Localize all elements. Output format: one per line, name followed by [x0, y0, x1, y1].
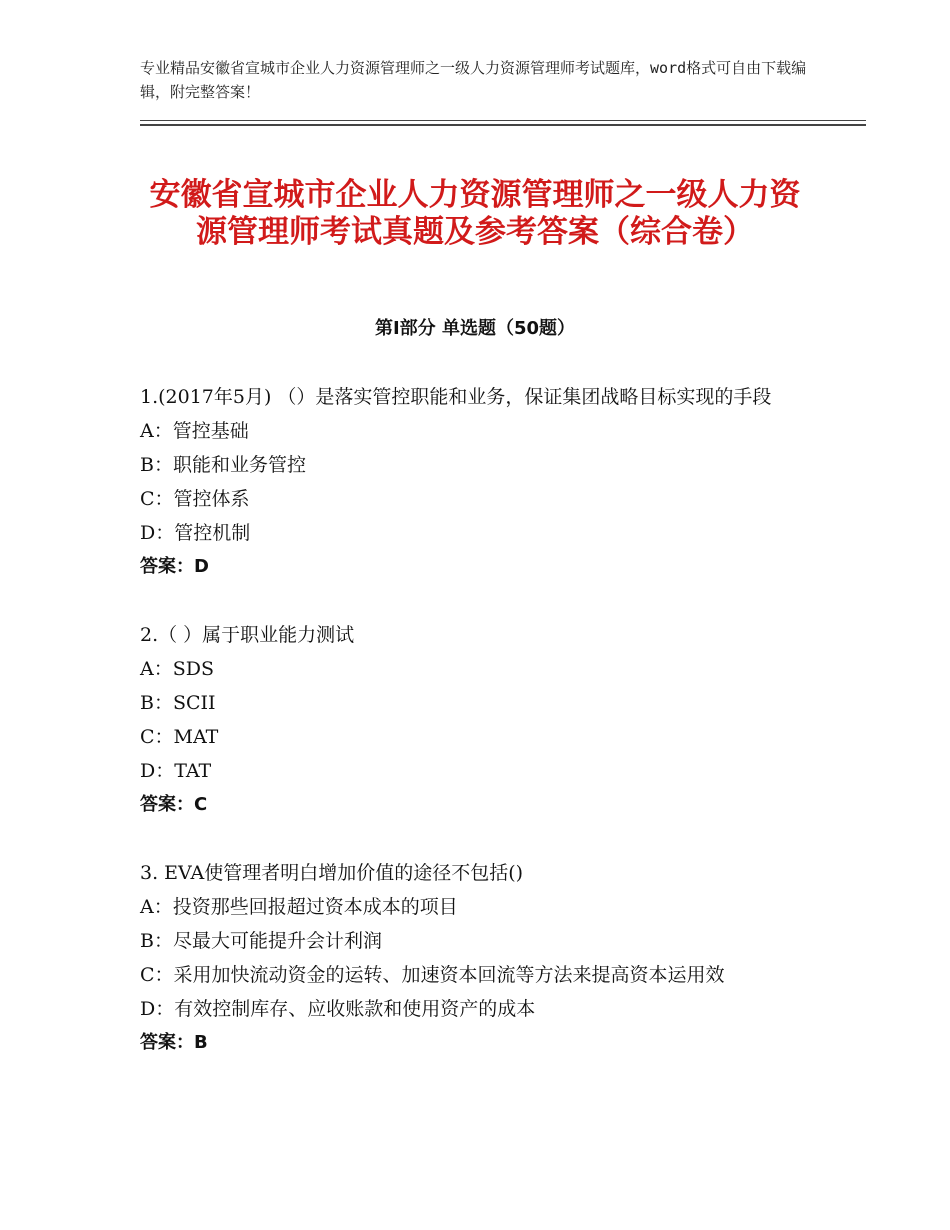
option-c: C：MAT: [140, 726, 219, 748]
answer-label: 答案：C: [140, 794, 208, 815]
header-note: 专业精品安徽省宣城市企业人力资源管理师之一级人力资源管理师考试题库，word格式可自由下载编辑，附完整答案！: [140, 59, 807, 101]
question-list: [140, 380, 820, 1094]
option-a: A：SDS: [140, 658, 214, 680]
option-d: D：有效控制库存、应收账款和使用资产的成本: [140, 998, 536, 1020]
header-divider-thin: [140, 120, 866, 121]
section-heading: 第Ⅰ部分 单选题（50题）: [374, 318, 575, 339]
question-stem: 3. EVA使管理者明白增加价值的途径不包括(): [140, 862, 524, 884]
question-stem: 1.(2017年5月) （）是落实管控职能和业务，保证集团战略目标实现的手段: [140, 386, 772, 408]
option-a: A：管控基础: [140, 420, 249, 442]
option-b: B：尽最大可能提升会计利润: [140, 930, 382, 952]
document-title: 安徽省宣城市企业人力资源管理师之一级人力资源管理师考试真题及参考答案（综合卷）: [149, 176, 801, 250]
option-a: A：投资那些回报超过资本成本的项目: [140, 896, 458, 918]
option-c: C：管控体系: [140, 488, 250, 510]
question-1: [140, 380, 820, 584]
option-d: D：TAT: [140, 760, 212, 782]
option-b: B：职能和业务管控: [140, 454, 306, 476]
question-stem: 2.（ ）属于职业能力测试: [140, 624, 355, 646]
option-b: B：SCII: [140, 692, 216, 714]
option-d: D：管控机制: [140, 522, 251, 544]
answer-label: 答案：B: [140, 1032, 208, 1053]
header-divider-thick: [140, 124, 866, 126]
question-3: [140, 856, 820, 1060]
question-2: [140, 618, 820, 822]
answer-label: 答案：D: [140, 556, 209, 577]
option-c: C：采用加快流动资金的运转、加速资本回流等方法来提高资本运用效: [140, 964, 725, 986]
